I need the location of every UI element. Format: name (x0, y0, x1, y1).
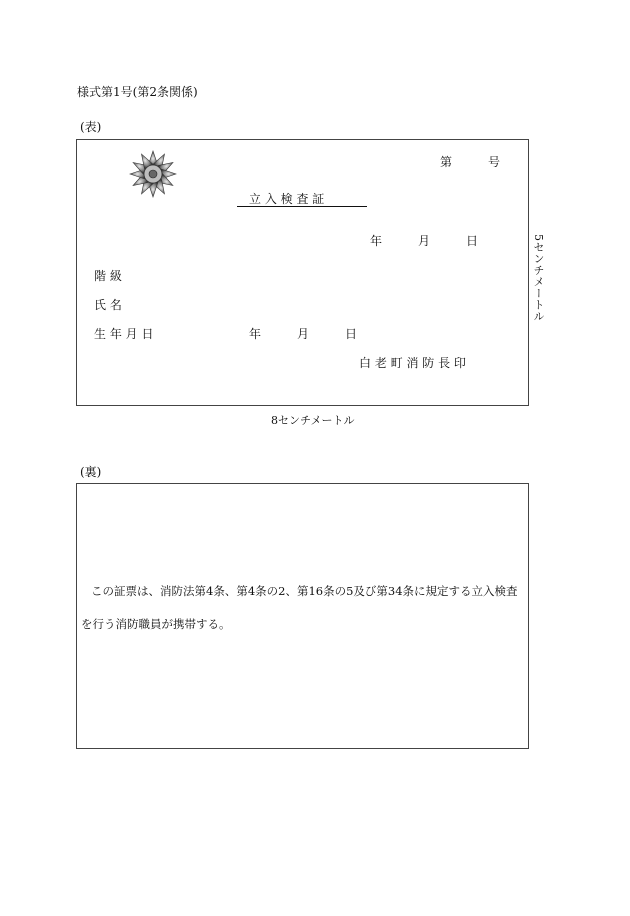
height-dimension: 5センチメートル (532, 234, 545, 322)
title-underline (237, 206, 367, 207)
seal-line: 白 老 町 消 防 長 印 (359, 356, 466, 370)
birth-date-label: 生 年 月 日 (94, 327, 154, 341)
form-label: 様式第1号(第2条関係) (77, 85, 198, 99)
front-side-label: (表) (80, 120, 102, 134)
name-label: 氏 名 (94, 298, 122, 312)
fire-department-emblem-icon (127, 150, 179, 198)
rank-label: 階 級 (94, 269, 122, 283)
birth-date-value: 年 月 日 (249, 327, 358, 341)
back-card (76, 483, 529, 749)
certificate-number: 第 号 (440, 155, 501, 169)
issue-date: 年 月 日 (370, 234, 479, 248)
back-text-line-2: を行う消防職員が携帯する。 (81, 617, 231, 631)
width-dimension: 8センチメートル (271, 414, 355, 427)
certificate-title: 立 入 検 査 証 (249, 192, 325, 206)
back-text-line-1: この証票は、消防法第4条、第4条の2、第16条の5及び第34条に規定する立入検査 (91, 584, 518, 598)
front-card (76, 139, 529, 406)
back-side-label: (裏) (80, 465, 102, 479)
